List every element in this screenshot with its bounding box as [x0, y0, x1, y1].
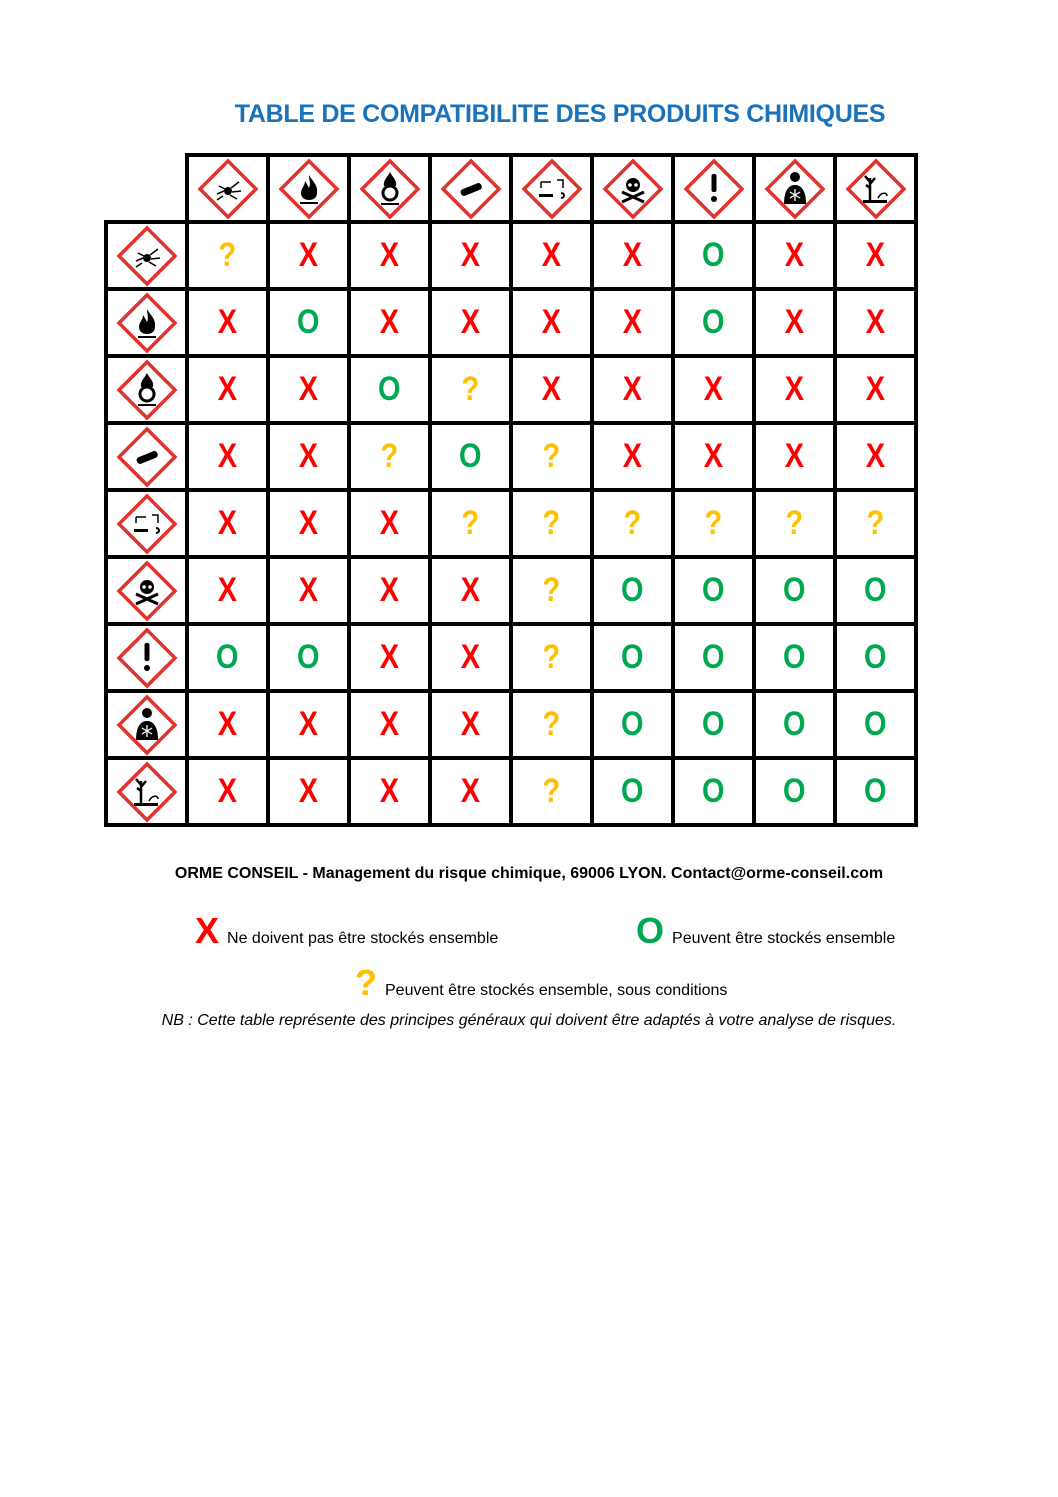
compat-mark: ? — [461, 504, 480, 542]
compat-cell — [268, 490, 349, 557]
table-row — [106, 557, 916, 624]
compat-mark: X — [541, 370, 562, 408]
compat-mark: X — [217, 705, 238, 743]
compat-mark: O — [621, 705, 644, 743]
compat-mark: X — [217, 370, 238, 408]
compat-cell — [673, 758, 754, 825]
column-header-corrosive — [511, 155, 592, 222]
compat-mark: X — [379, 571, 400, 609]
header-row — [106, 155, 916, 222]
row-header-gas-cylinder — [106, 423, 187, 490]
nb-note: NB : Cette table représente des principes généraux qui doivent être adaptés à votre analyse de risques. — [161, 1012, 897, 1029]
compat-mark: X — [784, 303, 805, 341]
row-header-environment — [106, 758, 187, 825]
exclamation-icon — [683, 158, 745, 220]
legend-x-symbol: X — [195, 910, 220, 951]
table-row — [106, 356, 916, 423]
company-footer: ORME CONSEIL - Management du risque chimique, 69006 LYON. Contact@orme-conseil.com — [174, 865, 884, 882]
compat-cell — [673, 423, 754, 490]
flammable-icon — [278, 158, 340, 220]
compat-cell — [592, 289, 673, 356]
compat-cell — [268, 222, 349, 289]
compat-cell — [268, 356, 349, 423]
compat-cell — [835, 624, 916, 691]
health-hazard-icon — [764, 158, 826, 220]
compat-mark: ? — [461, 370, 480, 408]
flammable-icon — [116, 292, 178, 354]
toxic-skull-icon — [116, 560, 178, 622]
gas-cylinder-icon — [116, 426, 178, 488]
compat-mark: X — [298, 571, 319, 609]
compat-mark: ? — [542, 705, 561, 743]
compat-cell — [592, 356, 673, 423]
column-header-environment — [835, 155, 916, 222]
compat-cell — [754, 289, 835, 356]
compat-mark: X — [379, 504, 400, 542]
compat-mark: X — [622, 370, 643, 408]
compat-cell — [511, 624, 592, 691]
compat-cell — [349, 356, 430, 423]
compat-cell — [430, 490, 511, 557]
table-row — [106, 691, 916, 758]
row-header-flammable — [106, 289, 187, 356]
compat-mark: X — [298, 705, 319, 743]
compat-cell — [187, 289, 268, 356]
compat-cell — [673, 624, 754, 691]
compat-mark: X — [379, 638, 400, 676]
column-header-health-hazard — [754, 155, 835, 222]
compat-cell — [592, 691, 673, 758]
row-header-explosive — [106, 222, 187, 289]
compat-cell — [430, 557, 511, 624]
compat-mark: ? — [623, 504, 642, 542]
compat-mark: O — [702, 571, 725, 609]
legend-o-symbol: O — [636, 910, 665, 951]
compat-cell — [835, 356, 916, 423]
compat-cell — [835, 423, 916, 490]
compat-cell — [835, 490, 916, 557]
corner-cell — [106, 155, 187, 222]
compat-mark: ? — [542, 772, 561, 810]
compat-mark: O — [864, 571, 887, 609]
compat-cell — [511, 356, 592, 423]
compat-mark: O — [864, 705, 887, 743]
compat-cell — [754, 624, 835, 691]
compat-mark: O — [783, 772, 806, 810]
compat-mark: X — [298, 504, 319, 542]
compat-mark: O — [621, 638, 644, 676]
compat-cell — [187, 490, 268, 557]
compat-mark: X — [622, 437, 643, 475]
page-title: TABLE DE COMPATIBILITE DES PRODUITS CHIMIQUES — [234, 100, 886, 128]
compat-cell — [268, 423, 349, 490]
compat-mark: X — [379, 705, 400, 743]
compat-mark: ? — [218, 236, 237, 274]
compat-cell — [268, 691, 349, 758]
row-header-toxic-skull — [106, 557, 187, 624]
table-row — [106, 624, 916, 691]
compat-cell — [511, 423, 592, 490]
compat-mark: X — [298, 370, 319, 408]
compat-cell — [430, 624, 511, 691]
health-hazard-icon — [116, 694, 178, 756]
compat-cell — [349, 490, 430, 557]
table-row — [106, 423, 916, 490]
compat-mark: X — [784, 236, 805, 274]
compat-mark: X — [217, 504, 238, 542]
compat-cell — [673, 222, 754, 289]
compat-cell — [511, 691, 592, 758]
compat-mark: X — [379, 303, 400, 341]
compat-cell — [187, 758, 268, 825]
compat-mark: O — [783, 638, 806, 676]
compat-cell — [754, 423, 835, 490]
compat-cell — [592, 624, 673, 691]
table-row — [106, 289, 916, 356]
compat-mark: X — [865, 370, 886, 408]
corrosive-icon — [116, 493, 178, 555]
column-header-gas-cylinder — [430, 155, 511, 222]
compat-cell — [187, 356, 268, 423]
legend-q-symbol: ? — [355, 962, 377, 1003]
compat-mark: X — [217, 437, 238, 475]
compat-mark: X — [865, 236, 886, 274]
legend-compatible — [636, 910, 895, 952]
compat-mark: O — [297, 303, 320, 341]
row-header-corrosive — [106, 490, 187, 557]
compat-cell — [835, 758, 916, 825]
compat-mark: X — [865, 303, 886, 341]
compat-mark: X — [541, 303, 562, 341]
compat-cell — [430, 289, 511, 356]
compat-cell — [430, 423, 511, 490]
compat-mark: O — [702, 236, 725, 274]
compat-mark: ? — [380, 437, 399, 475]
compat-cell — [511, 222, 592, 289]
compat-mark: O — [621, 571, 644, 609]
column-header-explosive — [187, 155, 268, 222]
legend-o-text: Peuvent être stockés ensemble — [672, 930, 896, 947]
compat-mark: O — [783, 571, 806, 609]
compat-mark: X — [298, 772, 319, 810]
compat-mark: X — [703, 437, 724, 475]
compat-cell — [673, 356, 754, 423]
compat-cell — [349, 691, 430, 758]
compat-cell — [592, 423, 673, 490]
environment-icon — [845, 158, 907, 220]
compatibility-table — [104, 153, 918, 827]
compat-mark: O — [378, 370, 401, 408]
compat-cell — [754, 356, 835, 423]
compat-mark: O — [864, 772, 887, 810]
compat-cell — [187, 624, 268, 691]
compat-cell — [835, 289, 916, 356]
compat-cell — [349, 624, 430, 691]
compat-cell — [592, 222, 673, 289]
compat-cell — [349, 557, 430, 624]
row-header-exclamation — [106, 624, 187, 691]
compat-cell — [835, 557, 916, 624]
legend-x-text: Ne doivent pas être stockés ensemble — [227, 930, 499, 947]
table-row — [106, 490, 916, 557]
compat-mark: O — [864, 638, 887, 676]
compat-cell — [673, 289, 754, 356]
compat-mark: X — [379, 236, 400, 274]
explosive-icon — [116, 225, 178, 287]
compat-cell — [268, 557, 349, 624]
compat-cell — [592, 758, 673, 825]
compat-cell — [754, 222, 835, 289]
compat-mark: ? — [542, 638, 561, 676]
compat-mark: ? — [542, 571, 561, 609]
toxic-skull-icon — [602, 158, 664, 220]
compat-cell — [673, 691, 754, 758]
column-header-oxidizer — [349, 155, 430, 222]
compat-cell — [349, 289, 430, 356]
table-row — [106, 222, 916, 289]
legend-incompatible — [195, 910, 498, 952]
compat-cell — [430, 356, 511, 423]
corrosive-icon — [521, 158, 583, 220]
compat-mark: X — [784, 370, 805, 408]
compat-cell — [835, 222, 916, 289]
column-header-flammable — [268, 155, 349, 222]
compat-cell — [673, 557, 754, 624]
compat-cell — [754, 758, 835, 825]
oxidizer-icon — [116, 359, 178, 421]
compat-cell — [592, 557, 673, 624]
compat-mark: O — [297, 638, 320, 676]
compat-mark: O — [702, 303, 725, 341]
compat-mark: O — [783, 705, 806, 743]
compat-mark: X — [865, 437, 886, 475]
compat-cell — [268, 289, 349, 356]
compat-cell — [187, 222, 268, 289]
compat-mark: X — [298, 236, 319, 274]
compat-mark: X — [703, 370, 724, 408]
compat-cell — [430, 758, 511, 825]
compat-cell — [187, 423, 268, 490]
compat-cell — [430, 222, 511, 289]
table-row — [106, 758, 916, 825]
compat-cell — [430, 691, 511, 758]
compat-cell — [349, 758, 430, 825]
compat-cell — [511, 758, 592, 825]
compat-mark: O — [216, 638, 239, 676]
compat-cell — [673, 490, 754, 557]
compat-mark: O — [459, 437, 482, 475]
compat-mark: X — [460, 638, 481, 676]
compat-mark: X — [217, 772, 238, 810]
compat-mark: X — [460, 236, 481, 274]
compat-cell — [349, 222, 430, 289]
legend-conditional — [355, 962, 727, 1004]
compat-mark: X — [622, 303, 643, 341]
legend-q-text: Peuvent être stockés ensemble, sous conditions — [385, 982, 728, 999]
compat-cell — [268, 624, 349, 691]
row-header-health-hazard — [106, 691, 187, 758]
compat-mark: ? — [866, 504, 885, 542]
compat-mark: ? — [542, 504, 561, 542]
compat-mark: X — [298, 437, 319, 475]
column-header-toxic-skull — [592, 155, 673, 222]
compat-cell — [511, 557, 592, 624]
compat-cell — [187, 691, 268, 758]
compat-cell — [511, 289, 592, 356]
compat-mark: X — [460, 571, 481, 609]
compat-mark: ? — [704, 504, 723, 542]
explosive-icon — [197, 158, 259, 220]
compat-mark: X — [460, 705, 481, 743]
compat-mark: O — [702, 638, 725, 676]
compat-mark: X — [217, 303, 238, 341]
compat-cell — [268, 758, 349, 825]
compat-mark: X — [541, 236, 562, 274]
compat-cell — [754, 691, 835, 758]
compat-cell — [835, 691, 916, 758]
compat-mark: X — [460, 772, 481, 810]
compat-cell — [511, 490, 592, 557]
compat-mark: O — [621, 772, 644, 810]
compat-mark: X — [217, 571, 238, 609]
compat-mark: X — [622, 236, 643, 274]
compat-cell — [187, 557, 268, 624]
compat-cell — [754, 490, 835, 557]
exclamation-icon — [116, 627, 178, 689]
oxidizer-icon — [359, 158, 421, 220]
compat-mark: ? — [542, 437, 561, 475]
compat-cell — [754, 557, 835, 624]
gas-cylinder-icon — [440, 158, 502, 220]
compat-mark: X — [784, 437, 805, 475]
environment-icon — [116, 761, 178, 823]
row-header-oxidizer — [106, 356, 187, 423]
compat-cell — [592, 490, 673, 557]
compat-mark: O — [702, 705, 725, 743]
compat-mark: X — [460, 303, 481, 341]
compat-mark: ? — [785, 504, 804, 542]
compat-cell — [349, 423, 430, 490]
compat-mark: O — [702, 772, 725, 810]
compat-mark: X — [379, 772, 400, 810]
column-header-exclamation — [673, 155, 754, 222]
